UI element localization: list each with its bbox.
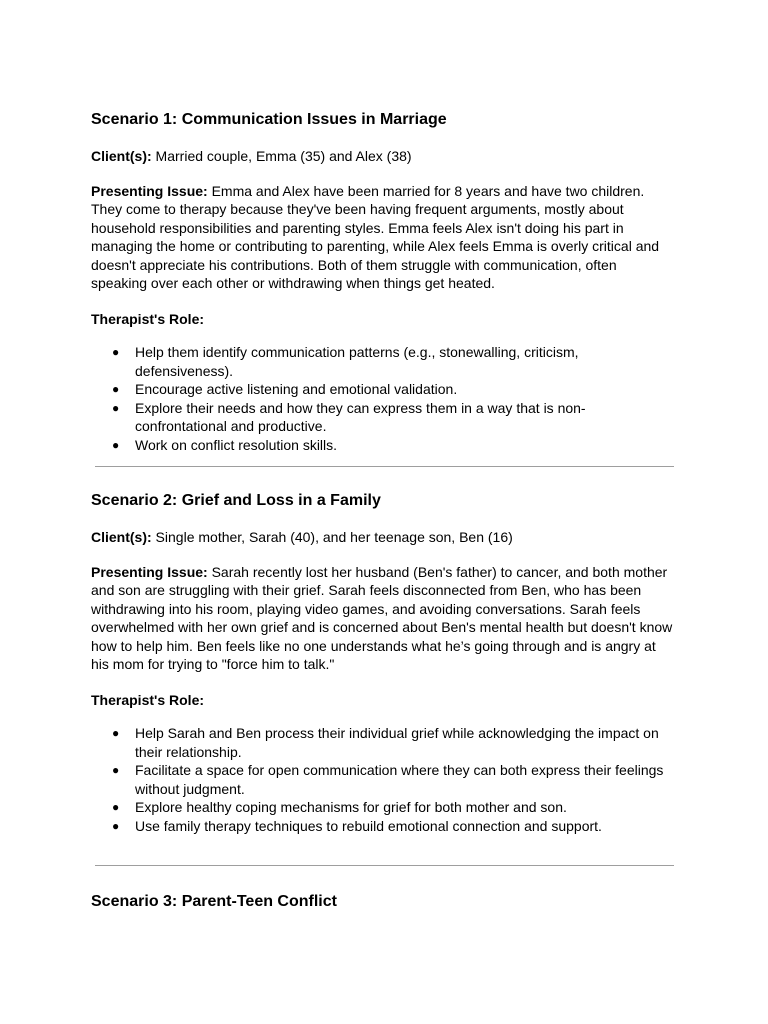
bullet-icon: ●: [112, 400, 120, 415]
issue-label: Presenting Issue:: [91, 182, 208, 199]
scenario-1: [91, 110, 676, 454]
scenario-2-issue: [91, 563, 676, 674]
bullet-icon: ●: [112, 345, 120, 359]
scenario-3-title: Scenario 3: Parent-Teen Conflict: [91, 893, 337, 910]
scenario-2-role-label: Therapist's Role:: [91, 691, 205, 708]
bullet-icon: ●: [112, 437, 120, 452]
role-text: Facilitate a space for open communication where they can both express their feelings without judgment.: [135, 762, 664, 797]
issue-label: Presenting Issue:: [91, 563, 208, 580]
bullet-icon: ●: [112, 763, 120, 777]
list-item: [91, 399, 676, 436]
list-item: [91, 436, 676, 455]
role-text: Help them identify communication patterns (e.g., stonewalling, criticism, defensiveness).: [135, 344, 579, 379]
clients-text: Married couple, Emma (35) and Alex (38): [151, 148, 412, 164]
scenario-2-title: Scenario 2: Grief and Loss in a Family: [91, 492, 381, 509]
list-item: [91, 724, 676, 761]
clients-label: Client(s):: [91, 529, 152, 545]
scenario-1-roles: [91, 343, 676, 454]
scenario-1-title: Scenario 1: Communication Issues in Marriage: [91, 111, 447, 128]
role-text: Encourage active listening and emotional validation.: [135, 381, 458, 397]
bullet-icon: ●: [112, 800, 120, 814]
issue-text: Sarah recently lost her husband (Ben's father) to cancer, and both mother and son are struggling with their grief. Sarah feels disconnected from Ben, who has been withdrawing into his room, playing video games, and avoiding conversations. Sarah feels overwhelmed with her own grief and is concerned about Ben's mental health but doesn't know how to help him. Ben feels like no one understands what he’s going through and is angry at his mom for trying to "force him to talk.": [91, 563, 673, 672]
scenario-2-clients: [91, 528, 676, 547]
role-text: Explore healthy coping mechanisms for grief for both mother and son.: [135, 799, 567, 815]
role-text: Work on conflict resolution skills.: [135, 436, 338, 453]
role-text: Help Sarah and Ben process their individual grief while acknowledging the impact on their relationship.: [135, 725, 659, 760]
list-item: [91, 761, 676, 798]
scenario-1-issue: [91, 182, 676, 293]
scenario-1-clients: [91, 147, 676, 166]
bullet-icon: ●: [112, 726, 120, 740]
scenario-1-role-label: Therapist's Role:: [91, 310, 205, 327]
clients-label: Client(s):: [91, 148, 152, 164]
list-item: [91, 798, 676, 817]
bullet-icon: ●: [112, 818, 120, 833]
clients-text: Single mother, Sarah (40), and her teenage son, Ben (16): [151, 529, 513, 545]
list-item: [91, 343, 676, 380]
issue-text: Emma and Alex have been married for 8 years and have two children. They come to therapy because they've been having frequent arguments, mostly about household responsibilities and parenting styles. Emma feels Alex isn't doing his part in managing the home or contributing to parenting, while Alex feels Emma is overly critical and doesn't appreciate his contributions. Both of them struggle with communication, often speaking over each other or withdrawing when things get heated.: [91, 182, 660, 291]
role-text: Use family therapy techniques to rebuild emotional connection and support.: [135, 817, 602, 834]
section-divider: [95, 466, 674, 467]
scenario-2-roles: [91, 724, 676, 835]
section-divider: [95, 865, 674, 866]
list-item: [91, 817, 676, 836]
scenario-3: [91, 892, 676, 912]
list-item: [91, 380, 676, 399]
role-text: Explore their needs and how they can express them in a way that is non-confrontational and productive.: [135, 399, 586, 434]
bullet-icon: ●: [112, 382, 120, 396]
scenario-2: [91, 491, 676, 835]
